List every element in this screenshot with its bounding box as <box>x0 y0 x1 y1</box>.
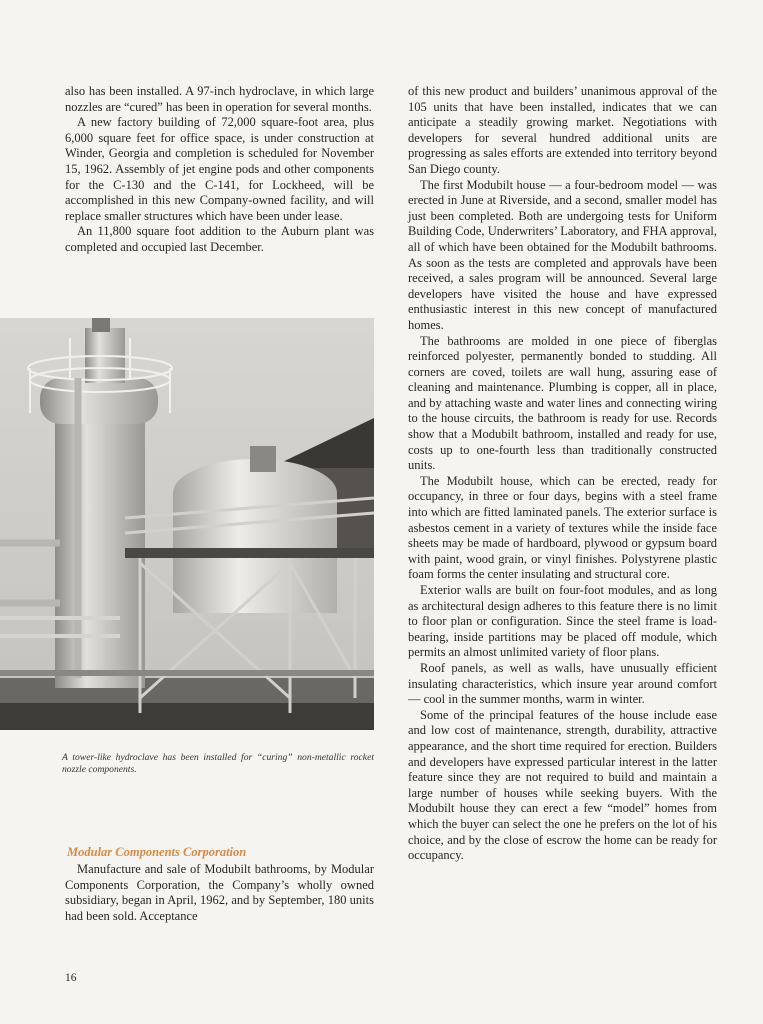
hydroclave-photo <box>0 318 374 730</box>
paragraph: also has been installed. A 97-inch hydroclave, in which large nozzles are “cured” has been in operation for several months. <box>65 84 374 114</box>
paragraph: A new factory building of 72,000 square-foot area, plus 6,000 square feet for office space, is under construction at Winder, Georgia and completion is scheduled for November 15, 1962. Assembly of jet engine pods and other components for the C-130 and the C-141, for Lockheed, will be accomplished in this new Company-owned facility, and will replace smaller structures which have been under lease. <box>65 115 374 223</box>
left-column-top <box>65 84 374 256</box>
page-number: 16 <box>65 972 77 984</box>
paragraph: The first Modubilt house — a four-bedroom model — was erected in June at Riverside, and a second, smaller model has just been completed. Both are undergoing tests for Uniform Building Code, Underwriters’ Laboratory, and FHA approval, all of which have been obtained for the Modubilt bathrooms. As soon as the tests are completed and approvals have been received, a sales program will be announced. Several large developers have visited the house and have expressed enthusiastic interest in this new concept of manufactured homes. <box>408 177 717 332</box>
paragraph: Roof panels, as well as walls, have unusually efficient insulating characteristics, which insure year around comfort — cool in the summer months, warm in winter. <box>408 660 717 707</box>
paragraph: The bathrooms are molded in one piece of fiberglas reinforced polyester, permanently bonded to studding. All corners are coved, toilets are wall hung, assuring ease of cleaning and maintenance. Plumbing is copper, all in place, and by attaching waste and water lines and connecting wiring to the house circuits, the bathroom is ready for use. Records show that a Modubilt bathroom, installed and ready for use, costs up to one-fourth less than traditionally constructed units. <box>408 333 717 473</box>
paragraph: The Modubilt house, which can be erected, ready for occupancy, in three or four days, begins with a steel frame into which are fitted laminated panels. The exterior surface is asbestos cement in a variety of textures while the inside face sheets may be made of hardboard, plywood or gypsum board with paint, wood grain, or vinyl finishes. Polystyrene plastic foam forms the center insulating and structural core. <box>408 473 717 582</box>
paragraph: Manufacture and sale of Modubilt bathrooms, by Modular Components Corporation, the Company’s wholly owned subsidiary, began in April, 1962, and by September, 180 units had been sold. Acceptance <box>65 862 374 923</box>
paragraph: An 11,800 square foot addition to the Auburn plant was completed and occupied last December. <box>65 224 374 254</box>
right-column <box>408 84 717 864</box>
left-column-bottom <box>65 862 374 924</box>
photo-caption: A tower-like hydroclave has been installed for “curing” non-metallic rocket nozzle components. <box>62 752 374 775</box>
paragraph: Some of the principal features of the house include ease and low cost of maintenance, strength, durability, attractive appearance, and the short time required for erection. Builders and developers have expressed particular interest in the latter feature since they are not required to build and maintain a large number of houses while seeking buyers. With the Modubilt house they can erect a few “model” homes from which the buyer can select the one he prefers on the lot of his choice, and by the close of escrow the home can be ready for occupancy. <box>408 707 717 863</box>
paragraph: of this new product and builders’ unanimous approval of the 105 units that have been installed, indicates that we can anticipate a steadily growing market. Negotiations with developers for several hundred additional units are progressing as sales efforts are extended into territory beyond San Diego county. <box>408 84 717 176</box>
paragraph: Exterior walls are built on four-foot modules, and as long as architectural design adheres to this feature there is no limit to floor plan or configuration. Since the steel frame is load-bearing, inside partitions may be placed off module, which permits an almost unlimited variety of floor plans. <box>408 583 717 660</box>
section-heading: Modular Components Corporation <box>67 845 247 859</box>
